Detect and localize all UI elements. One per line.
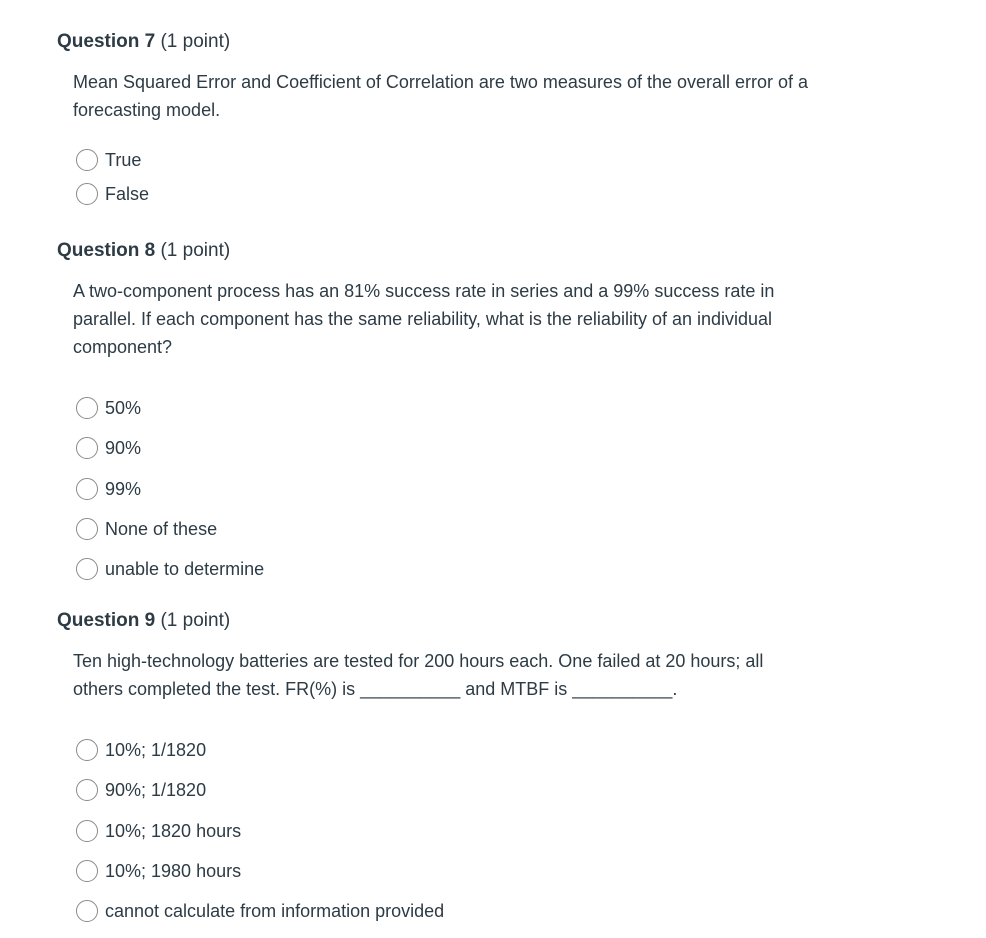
question-9-option-3[interactable] <box>76 811 444 851</box>
question-7-option-true[interactable] <box>76 143 149 177</box>
option-label: True <box>105 150 142 170</box>
question-7-header <box>57 30 230 54</box>
option-label: None of these <box>105 519 218 540</box>
question-9-option-1[interactable] <box>76 730 444 770</box>
question-7-options <box>76 143 149 211</box>
question-9-points: (1 point) <box>160 610 231 631</box>
question-9-text: Ten high-technology batteries are tested for 200 hours each. One failed at 20 hours; all others completed the test. FR(%) is __________ and MTBF is __________. <box>73 651 764 699</box>
question-8-option-1[interactable] <box>76 388 264 428</box>
radio-button[interactable] <box>76 437 98 459</box>
radio-button[interactable] <box>76 900 98 922</box>
option-label: 50% <box>105 398 142 419</box>
option-label: 10%; 1/1820 <box>105 740 207 761</box>
question-9-option-5[interactable] <box>76 891 444 931</box>
radio-button[interactable] <box>76 820 98 842</box>
option-label: 99% <box>105 478 142 499</box>
option-label: 90% <box>105 438 142 459</box>
radio-button[interactable] <box>76 397 98 419</box>
option-label: cannot calculate from information provided <box>105 901 445 922</box>
radio-button[interactable] <box>76 478 98 500</box>
radio-button[interactable] <box>76 739 98 761</box>
option-label: 10%; 1820 hours <box>105 820 242 841</box>
question-8-options <box>76 388 264 589</box>
option-label: unable to determine <box>105 559 265 580</box>
question-8-option-3[interactable] <box>76 469 264 509</box>
question-8-points: (1 point) <box>160 240 231 261</box>
question-9-option-2[interactable] <box>76 770 444 810</box>
question-7-option-false[interactable] <box>76 177 149 211</box>
radio-button[interactable] <box>76 183 98 205</box>
question-9-options <box>76 730 444 931</box>
question-8-text: A two-component process has an 81% success rate in series and a 99% success rate in parallel. If each component has the same reliability, what is the reliability of an individual component? <box>73 281 775 357</box>
question-9-title: Question 9 <box>57 610 156 631</box>
radio-button[interactable] <box>76 779 98 801</box>
radio-button[interactable] <box>76 860 98 882</box>
question-8-option-2[interactable] <box>76 428 264 468</box>
question-8-header <box>57 239 230 263</box>
question-7-text: Mean Squared Error and Coefficient of Correlation are two measures of the overall error of a forecasting model. <box>73 72 809 120</box>
option-label: False <box>105 184 150 204</box>
question-9-header <box>57 609 230 633</box>
question-8-title: Question 8 <box>57 240 156 261</box>
radio-button[interactable] <box>76 149 98 171</box>
question-9-option-4[interactable] <box>76 851 444 891</box>
option-label: 90%; 1/1820 <box>105 780 207 801</box>
radio-button[interactable] <box>76 558 98 580</box>
question-7-title: Question 7 <box>57 31 156 52</box>
question-7-points: (1 point) <box>160 31 231 52</box>
question-8-option-5[interactable] <box>76 549 264 589</box>
question-8-option-4[interactable] <box>76 509 264 549</box>
radio-button[interactable] <box>76 518 98 540</box>
option-label: 10%; 1980 hours <box>105 861 242 882</box>
